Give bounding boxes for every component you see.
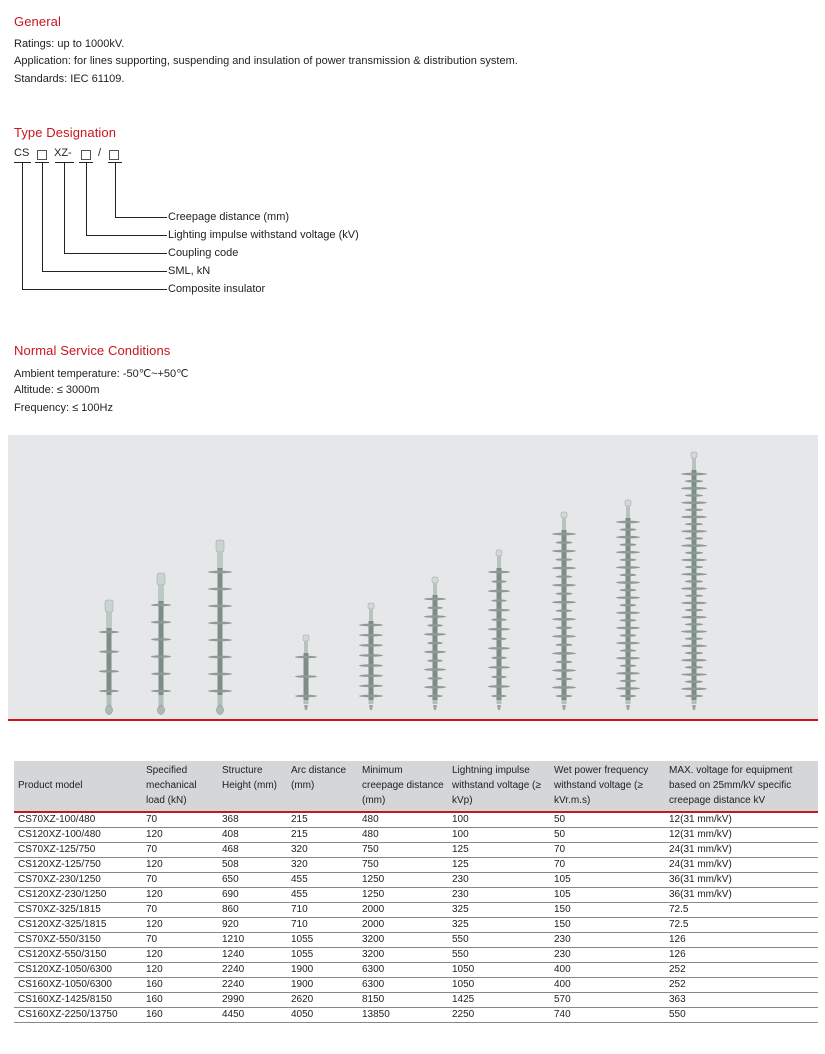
cell-max-voltage: 252	[665, 978, 818, 993]
cell-arc-distance: 710	[287, 903, 358, 918]
cell-max-voltage: 126	[665, 948, 818, 963]
insulator-8	[552, 512, 576, 710]
cell-lightning-impulse: 325	[448, 903, 550, 918]
cell-product-model: CS160XZ-1050/6300	[14, 978, 142, 993]
leader-line	[42, 271, 167, 272]
cell-max-voltage: 24(31 mm/kV)	[665, 843, 818, 858]
cell-product-model: CS70XZ-125/750	[14, 843, 142, 858]
service-conditions-heading: Normal Service Conditions	[14, 343, 171, 358]
table-row	[14, 858, 818, 873]
cell-product-model: CS120XZ-550/3150	[14, 948, 142, 963]
cell-mechanical-load: 120	[142, 918, 218, 933]
header-structure-height: Structure Height (mm)	[218, 761, 287, 812]
header-mechanical-load: Specified mechanical load (kN)	[142, 761, 218, 812]
cell-structure-height: 1240	[218, 948, 287, 963]
cell-max-voltage: 550	[665, 1008, 818, 1023]
cell-arc-distance: 710	[287, 918, 358, 933]
cell-structure-height: 4450	[218, 1008, 287, 1023]
cell-wet-power-frequency: 150	[550, 918, 665, 933]
cell-product-model: CS160XZ-1425/8150	[14, 993, 142, 1008]
cell-mechanical-load: 70	[142, 873, 218, 888]
cell-creepage-distance: 750	[358, 858, 448, 873]
insulator-1	[99, 600, 119, 715]
table-row	[14, 948, 818, 963]
cell-mechanical-load: 160	[142, 978, 218, 993]
table-row	[14, 1008, 818, 1023]
cell-wet-power-frequency: 400	[550, 963, 665, 978]
code-prefix-cs: CS	[14, 147, 30, 159]
cell-creepage-distance: 480	[358, 828, 448, 843]
general-standards: Standards: IEC 61109.	[14, 73, 125, 85]
cell-product-model: CS120XZ-325/1815	[14, 918, 142, 933]
cell-wet-power-frequency: 70	[550, 843, 665, 858]
label-impulse-voltage: Lighting impulse withstand voltage (kV)	[168, 229, 359, 241]
cell-product-model: CS70XZ-550/3150	[14, 933, 142, 948]
cell-creepage-distance: 8150	[358, 993, 448, 1008]
insulator-4	[295, 635, 317, 710]
leader-line	[64, 162, 65, 253]
code-separator: /	[98, 147, 102, 159]
cell-arc-distance: 1055	[287, 948, 358, 963]
cell-arc-distance: 455	[287, 888, 358, 903]
header-wet-power-frequency: Wet power frequency withstand voltage (≥ kVr.m.s)	[550, 761, 665, 812]
leader-line	[22, 289, 167, 290]
frequency: Frequency: ≤ 100Hz	[14, 402, 113, 414]
cell-lightning-impulse: 1050	[448, 978, 550, 993]
cell-mechanical-load: 120	[142, 963, 218, 978]
cell-creepage-distance: 3200	[358, 933, 448, 948]
cell-arc-distance: 1055	[287, 933, 358, 948]
cell-mechanical-load: 160	[142, 1008, 218, 1023]
cell-lightning-impulse: 325	[448, 918, 550, 933]
cell-wet-power-frequency: 70	[550, 858, 665, 873]
leader-line	[115, 217, 167, 218]
placeholder-box-sml	[37, 150, 47, 160]
cell-structure-height: 690	[218, 888, 287, 903]
cell-product-model: CS120XZ-1050/6300	[14, 963, 142, 978]
table-row	[14, 963, 818, 978]
cell-arc-distance: 320	[287, 843, 358, 858]
cell-creepage-distance: 1250	[358, 888, 448, 903]
cell-creepage-distance: 6300	[358, 978, 448, 993]
cell-lightning-impulse: 1050	[448, 963, 550, 978]
cell-max-voltage: 24(31 mm/kV)	[665, 858, 818, 873]
cell-max-voltage: 12(31 mm/kV)	[665, 812, 818, 828]
cell-structure-height: 468	[218, 843, 287, 858]
cell-wet-power-frequency: 105	[550, 873, 665, 888]
header-creepage-distance: Minimum creepage distance (mm)	[358, 761, 448, 812]
specifications-table	[14, 761, 818, 1023]
insulator-10	[681, 452, 707, 710]
cell-structure-height: 650	[218, 873, 287, 888]
header-arc-distance: Arc distance (mm)	[287, 761, 358, 812]
cell-mechanical-load: 70	[142, 933, 218, 948]
cell-arc-distance: 455	[287, 873, 358, 888]
photo-divider	[8, 719, 818, 721]
cell-creepage-distance: 2000	[358, 918, 448, 933]
cell-lightning-impulse: 2250	[448, 1008, 550, 1023]
table-row	[14, 812, 818, 828]
cell-max-voltage: 252	[665, 963, 818, 978]
cell-wet-power-frequency: 230	[550, 948, 665, 963]
type-designation-heading: Type Designation	[14, 125, 117, 140]
cell-max-voltage: 12(31 mm/kV)	[665, 828, 818, 843]
leader-line	[42, 162, 43, 271]
cell-mechanical-load: 70	[142, 843, 218, 858]
cell-arc-distance: 215	[287, 812, 358, 828]
table-row	[14, 873, 818, 888]
cell-arc-distance: 1900	[287, 963, 358, 978]
cell-arc-distance: 215	[287, 828, 358, 843]
cell-product-model: CS70XZ-325/1815	[14, 903, 142, 918]
type-designation-diagram	[0, 140, 420, 310]
placeholder-box-voltage	[81, 150, 91, 160]
cell-lightning-impulse: 1425	[448, 993, 550, 1008]
header-product-model: Product model	[14, 761, 142, 812]
table-row	[14, 918, 818, 933]
cell-structure-height: 368	[218, 812, 287, 828]
cell-wet-power-frequency: 150	[550, 903, 665, 918]
placeholder-box-creepage	[109, 150, 119, 160]
cell-max-voltage: 72.5	[665, 918, 818, 933]
altitude: Altitude: ≤ 3000m	[14, 384, 100, 396]
ambient-temperature: Ambient temperature: -50℃~+50℃	[14, 368, 189, 380]
leader-line	[64, 253, 167, 254]
label-composite-insulator: Composite insulator	[168, 283, 266, 295]
cell-structure-height: 408	[218, 828, 287, 843]
cell-arc-distance: 320	[287, 858, 358, 873]
label-creepage-distance: Creepage distance (mm)	[168, 211, 290, 223]
cell-structure-height: 2240	[218, 978, 287, 993]
table-row	[14, 903, 818, 918]
cell-creepage-distance: 1250	[358, 873, 448, 888]
cell-creepage-distance: 13850	[358, 1008, 448, 1023]
code-part-xz: XZ-	[54, 147, 72, 159]
header-max-voltage: MAX. voltage for equipment based on 25mm/kV specific creepage distance kV	[665, 761, 818, 812]
table-row	[14, 828, 818, 843]
leader-line	[86, 235, 167, 236]
general-ratings: Ratings: up to 1000kV.	[14, 38, 125, 50]
table-row	[14, 993, 818, 1008]
leader-line	[86, 162, 87, 235]
cell-wet-power-frequency: 50	[550, 828, 665, 843]
cell-lightning-impulse: 230	[448, 888, 550, 903]
cell-mechanical-load: 160	[142, 993, 218, 1008]
cell-max-voltage: 72.5	[665, 903, 818, 918]
cell-mechanical-load: 120	[142, 828, 218, 843]
cell-mechanical-load: 120	[142, 888, 218, 903]
table-row	[14, 888, 818, 903]
leader-line	[115, 162, 116, 217]
insulator-9	[616, 500, 640, 710]
header-lightning-impulse: Lightning impulse withstand voltage (≥ kVp)	[448, 761, 550, 812]
cell-max-voltage: 36(31 mm/kV)	[665, 873, 818, 888]
cell-product-model: CS70XZ-230/1250	[14, 873, 142, 888]
cell-wet-power-frequency: 400	[550, 978, 665, 993]
general-heading: General	[14, 14, 61, 29]
cell-wet-power-frequency: 230	[550, 933, 665, 948]
cell-lightning-impulse: 550	[448, 933, 550, 948]
cell-wet-power-frequency: 105	[550, 888, 665, 903]
cell-product-model: CS120XZ-100/480	[14, 828, 142, 843]
cell-structure-height: 1210	[218, 933, 287, 948]
insulators-illustration	[8, 435, 818, 719]
insulator-product-photo	[8, 435, 818, 719]
cell-structure-height: 508	[218, 858, 287, 873]
table-header-row	[14, 761, 818, 812]
label-coupling-code: Coupling code	[168, 247, 239, 259]
label-sml: SML, kN	[168, 265, 211, 277]
cell-mechanical-load: 70	[142, 812, 218, 828]
leader-line	[22, 162, 23, 289]
cell-structure-height: 860	[218, 903, 287, 918]
cell-lightning-impulse: 100	[448, 828, 550, 843]
insulator-3	[208, 540, 232, 715]
cell-mechanical-load: 120	[142, 948, 218, 963]
cell-product-model: CS120XZ-230/1250	[14, 888, 142, 903]
cell-arc-distance: 2620	[287, 993, 358, 1008]
cell-lightning-impulse: 125	[448, 858, 550, 873]
insulator-7	[488, 550, 510, 710]
cell-structure-height: 920	[218, 918, 287, 933]
cell-wet-power-frequency: 740	[550, 1008, 665, 1023]
cell-lightning-impulse: 125	[448, 843, 550, 858]
insulator-2	[151, 573, 171, 715]
cell-creepage-distance: 6300	[358, 963, 448, 978]
cell-max-voltage: 363	[665, 993, 818, 1008]
cell-mechanical-load: 120	[142, 858, 218, 873]
cell-lightning-impulse: 100	[448, 812, 550, 828]
table-row	[14, 933, 818, 948]
cell-product-model: CS70XZ-100/480	[14, 812, 142, 828]
general-application: Application: for lines supporting, suspending and insulation of power transmission & distribution system.	[14, 55, 518, 67]
cell-creepage-distance: 750	[358, 843, 448, 858]
cell-wet-power-frequency: 50	[550, 812, 665, 828]
cell-structure-height: 2990	[218, 993, 287, 1008]
cell-creepage-distance: 3200	[358, 948, 448, 963]
insulator-5	[359, 603, 383, 710]
cell-mechanical-load: 70	[142, 903, 218, 918]
cell-lightning-impulse: 550	[448, 948, 550, 963]
cell-product-model: CS160XZ-2250/13750	[14, 1008, 142, 1023]
cell-arc-distance: 1900	[287, 978, 358, 993]
cell-product-model: CS120XZ-125/750	[14, 858, 142, 873]
cell-creepage-distance: 2000	[358, 903, 448, 918]
cell-arc-distance: 4050	[287, 1008, 358, 1023]
table-row	[14, 843, 818, 858]
cell-creepage-distance: 480	[358, 812, 448, 828]
cell-lightning-impulse: 230	[448, 873, 550, 888]
insulator-6	[424, 577, 446, 710]
cell-wet-power-frequency: 570	[550, 993, 665, 1008]
cell-max-voltage: 126	[665, 933, 818, 948]
table-row	[14, 978, 818, 993]
cell-structure-height: 2240	[218, 963, 287, 978]
cell-max-voltage: 36(31 mm/kV)	[665, 888, 818, 903]
